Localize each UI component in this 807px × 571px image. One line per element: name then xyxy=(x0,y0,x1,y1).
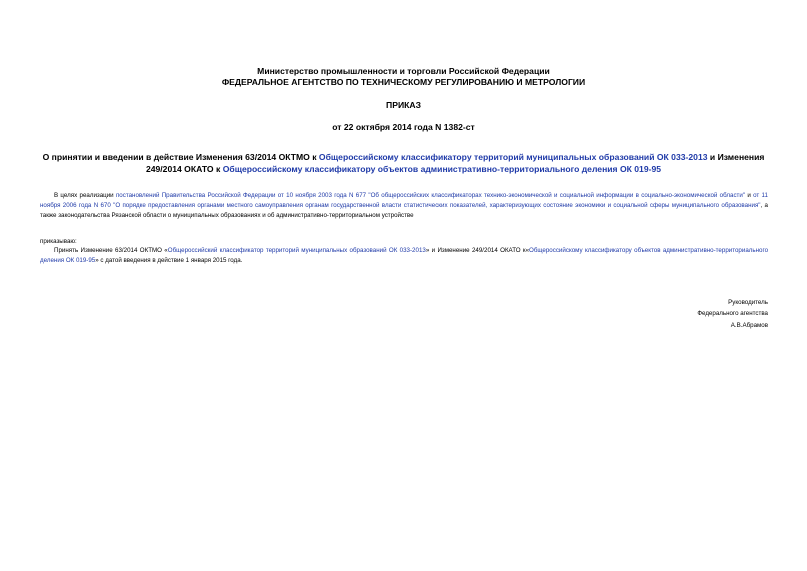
paragraph-order xyxy=(40,246,768,266)
preamble-text-b: и xyxy=(745,192,754,199)
order-word: приказываю: xyxy=(40,238,77,245)
agency-name: ФЕДЕРАЛЬНОЕ АГЕНТСТВО ПО ТЕХНИЧЕСКОМУ РЕГУЛИРОВАНИЮ И МЕТРОЛОГИИ xyxy=(221,77,586,87)
link-resolution-670[interactable]: от 11 ноября 2006 года N 670 "О порядке предоставления органами местного самоуправления органам государственной власти статистических показателей, характеризующих состояние экономики и социальной сферы муниципального образования" xyxy=(40,192,768,209)
link-ok-019-95[interactable]: Общероссийскому классификатору объектов административно-территориального деления ОК 019-95 xyxy=(40,247,769,264)
preamble-text-c: , а также законодательства Рязанской области о муниципальных образованиях и об административно-территориальном устройстве xyxy=(40,201,768,219)
order-text-a: Принять Изменение 63/2014 ОКТМО « xyxy=(54,247,168,254)
order-text-b: » и Изменение 249/2014 ОКАТО к« xyxy=(425,247,530,254)
title-link-oktmo[interactable]: Общероссийскому классификатору территорий муниципальных образований ОК 033-2013 xyxy=(318,152,708,162)
paragraph-preamble xyxy=(40,191,768,220)
link-ok-033-2013[interactable]: Общероссийский классификатор территорий муниципальных образований ОК 033-2013 xyxy=(167,247,426,254)
signature-organization: Федерального агентства xyxy=(697,310,768,318)
document-title xyxy=(40,151,767,175)
document-date-number: от 22 октября 2014 года N 1382-ст xyxy=(332,122,475,132)
ministry-name: Министерство промышленности и торговли Российской Федерации xyxy=(257,66,550,76)
preamble-text-a: В целях реализации xyxy=(54,192,116,199)
link-resolution-677[interactable]: постановлений Правительства Российской Федерации от 10 ноября 2003 года N 677 "Об общероссийских классификаторах технико-экономической и социальной информации в социально-экономической области" xyxy=(115,192,746,199)
signature-block xyxy=(697,297,768,331)
document-type: ПРИКАЗ xyxy=(386,100,421,110)
signature-position: Руководитель xyxy=(728,299,768,306)
title-text-2: и Изменения 249/2014 ОКАТО к xyxy=(145,152,765,174)
title-link-okato[interactable]: Общероссийскому классификатору объектов административно-территориального деления ОК 019-95 xyxy=(222,164,662,174)
title-text-1: О принятии и введении в действие Изменения 63/2014 ОКТМО к xyxy=(42,152,319,162)
order-text-c: » с датой введения в действие 1 января 2015 года. xyxy=(95,256,243,264)
signature-name: А.В.Абрамов xyxy=(730,321,768,329)
